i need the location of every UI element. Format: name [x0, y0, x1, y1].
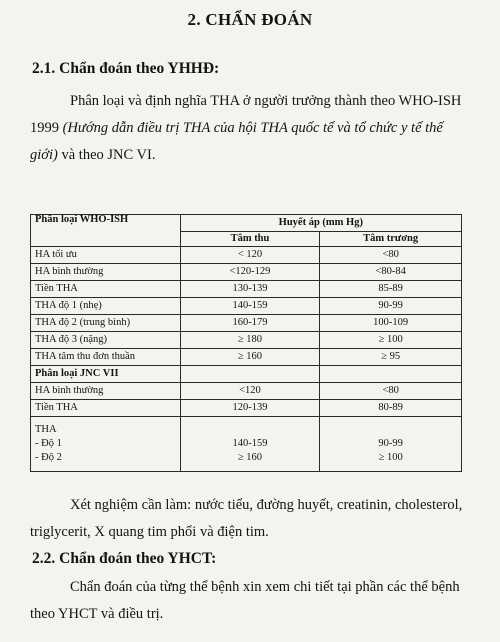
- row-systolic: 160-179: [180, 315, 320, 332]
- jnc-header-row: [31, 366, 462, 383]
- tha-systolic: [180, 417, 320, 472]
- section-2-1-title: 2.1. Chẩn đoán theo YHHĐ:: [32, 60, 220, 77]
- row-systolic: ≥ 160: [180, 349, 320, 366]
- row-diastolic: <80: [320, 383, 462, 400]
- row-label: THA độ 3 (nặng): [31, 332, 181, 349]
- row-label: Tiền THA: [31, 281, 181, 298]
- section-2-2-text: Chẩn đoán của từng thể bệnh xin xem chi tiết tại phần các thể bệnh theo YHCT và điều trị.: [30, 579, 460, 622]
- table-header-row: [31, 215, 462, 232]
- blood-pressure-table: [30, 214, 462, 472]
- row-systolic: 120-139: [180, 400, 320, 417]
- chapter-heading: 2. CHẨN ĐOÁN: [187, 10, 313, 29]
- table-row: [31, 400, 462, 417]
- tha-grade-1-label: - Độ 1: [35, 438, 62, 449]
- row-diastolic: <80-84: [320, 264, 462, 281]
- row-label: THA độ 2 (trung bình): [31, 315, 181, 332]
- section-2-1-paragraph: [30, 88, 470, 169]
- row-label: HA bình thường: [31, 264, 181, 281]
- paragraph-text-2: và theo JNC VI.: [57, 147, 156, 163]
- row-label: Tiền THA: [31, 400, 181, 417]
- col1-header: Phân loại WHO-ISH: [31, 215, 181, 247]
- table-row: [31, 315, 462, 332]
- row-systolic: 140-159: [180, 298, 320, 315]
- table-row: [31, 264, 462, 281]
- table-row: [31, 298, 462, 315]
- row-diastolic: ≥ 100: [320, 332, 462, 349]
- group-header: Huyết áp (mm Hg): [180, 215, 461, 232]
- tha-row: [31, 417, 462, 472]
- row-systolic: ≥ 180: [180, 332, 320, 349]
- tha-grade-2-label: - Độ 2: [35, 452, 62, 463]
- row-diastolic: 85-89: [320, 281, 462, 298]
- row-diastolic: 100-109: [320, 315, 462, 332]
- row-diastolic: ≥ 95: [320, 349, 462, 366]
- paragraph-text-1: Phân loại và định nghĩa THA ở người trưởng thành theo WHO-ISH 1999: [30, 93, 462, 136]
- tha-grade-2-diastolic: ≥ 100: [378, 452, 403, 463]
- tha-grade-1-diastolic: 90-99: [378, 438, 403, 449]
- tha-diastolic: [320, 417, 462, 472]
- tha-grade-2-systolic: ≥ 160: [237, 452, 263, 463]
- diastolic-header: Tâm trương: [320, 232, 462, 247]
- row-label: THA tâm thu đơn thuần: [31, 349, 181, 366]
- table-row: [31, 383, 462, 400]
- section-2-2-paragraph: [30, 574, 470, 628]
- row-diastolic: 80-89: [320, 400, 462, 417]
- section-2-2-title: 2.2. Chẩn đoán theo YHCT:: [32, 550, 217, 567]
- jnc-header: Phân loại JNC VII: [31, 366, 181, 383]
- row-label: HA tối ưu: [31, 247, 181, 264]
- tha-label: THA: [35, 424, 57, 435]
- row-systolic: 130-139: [180, 281, 320, 298]
- table-row: [31, 281, 462, 298]
- row-systolic: <120: [180, 383, 320, 400]
- row-systolic: <120-129: [180, 264, 320, 281]
- row-diastolic: <80: [320, 247, 462, 264]
- row-systolic: < 120: [180, 247, 320, 264]
- tha-grade-1-systolic: 140-159: [232, 438, 268, 449]
- row-label: HA bình thường: [31, 383, 181, 400]
- table-row: [31, 349, 462, 366]
- table-row: [31, 247, 462, 264]
- tests-paragraph: [30, 492, 470, 546]
- tha-labels: [31, 417, 181, 472]
- systolic-header: Tâm thu: [180, 232, 320, 247]
- tests-text: Xét nghiệm cần làm: nước tiểu, đường huyết, creatinin, cholesterol, triglycerit, X quang tim phổi và điện tim.: [30, 497, 463, 540]
- row-label: THA độ 1 (nhẹ): [31, 298, 181, 315]
- table-row: [31, 332, 462, 349]
- paragraph-italic: (Hướng dẫn điều trị THA của hội THA quốc tế và tổ chức y tế thế giới): [30, 120, 443, 163]
- row-diastolic: 90-99: [320, 298, 462, 315]
